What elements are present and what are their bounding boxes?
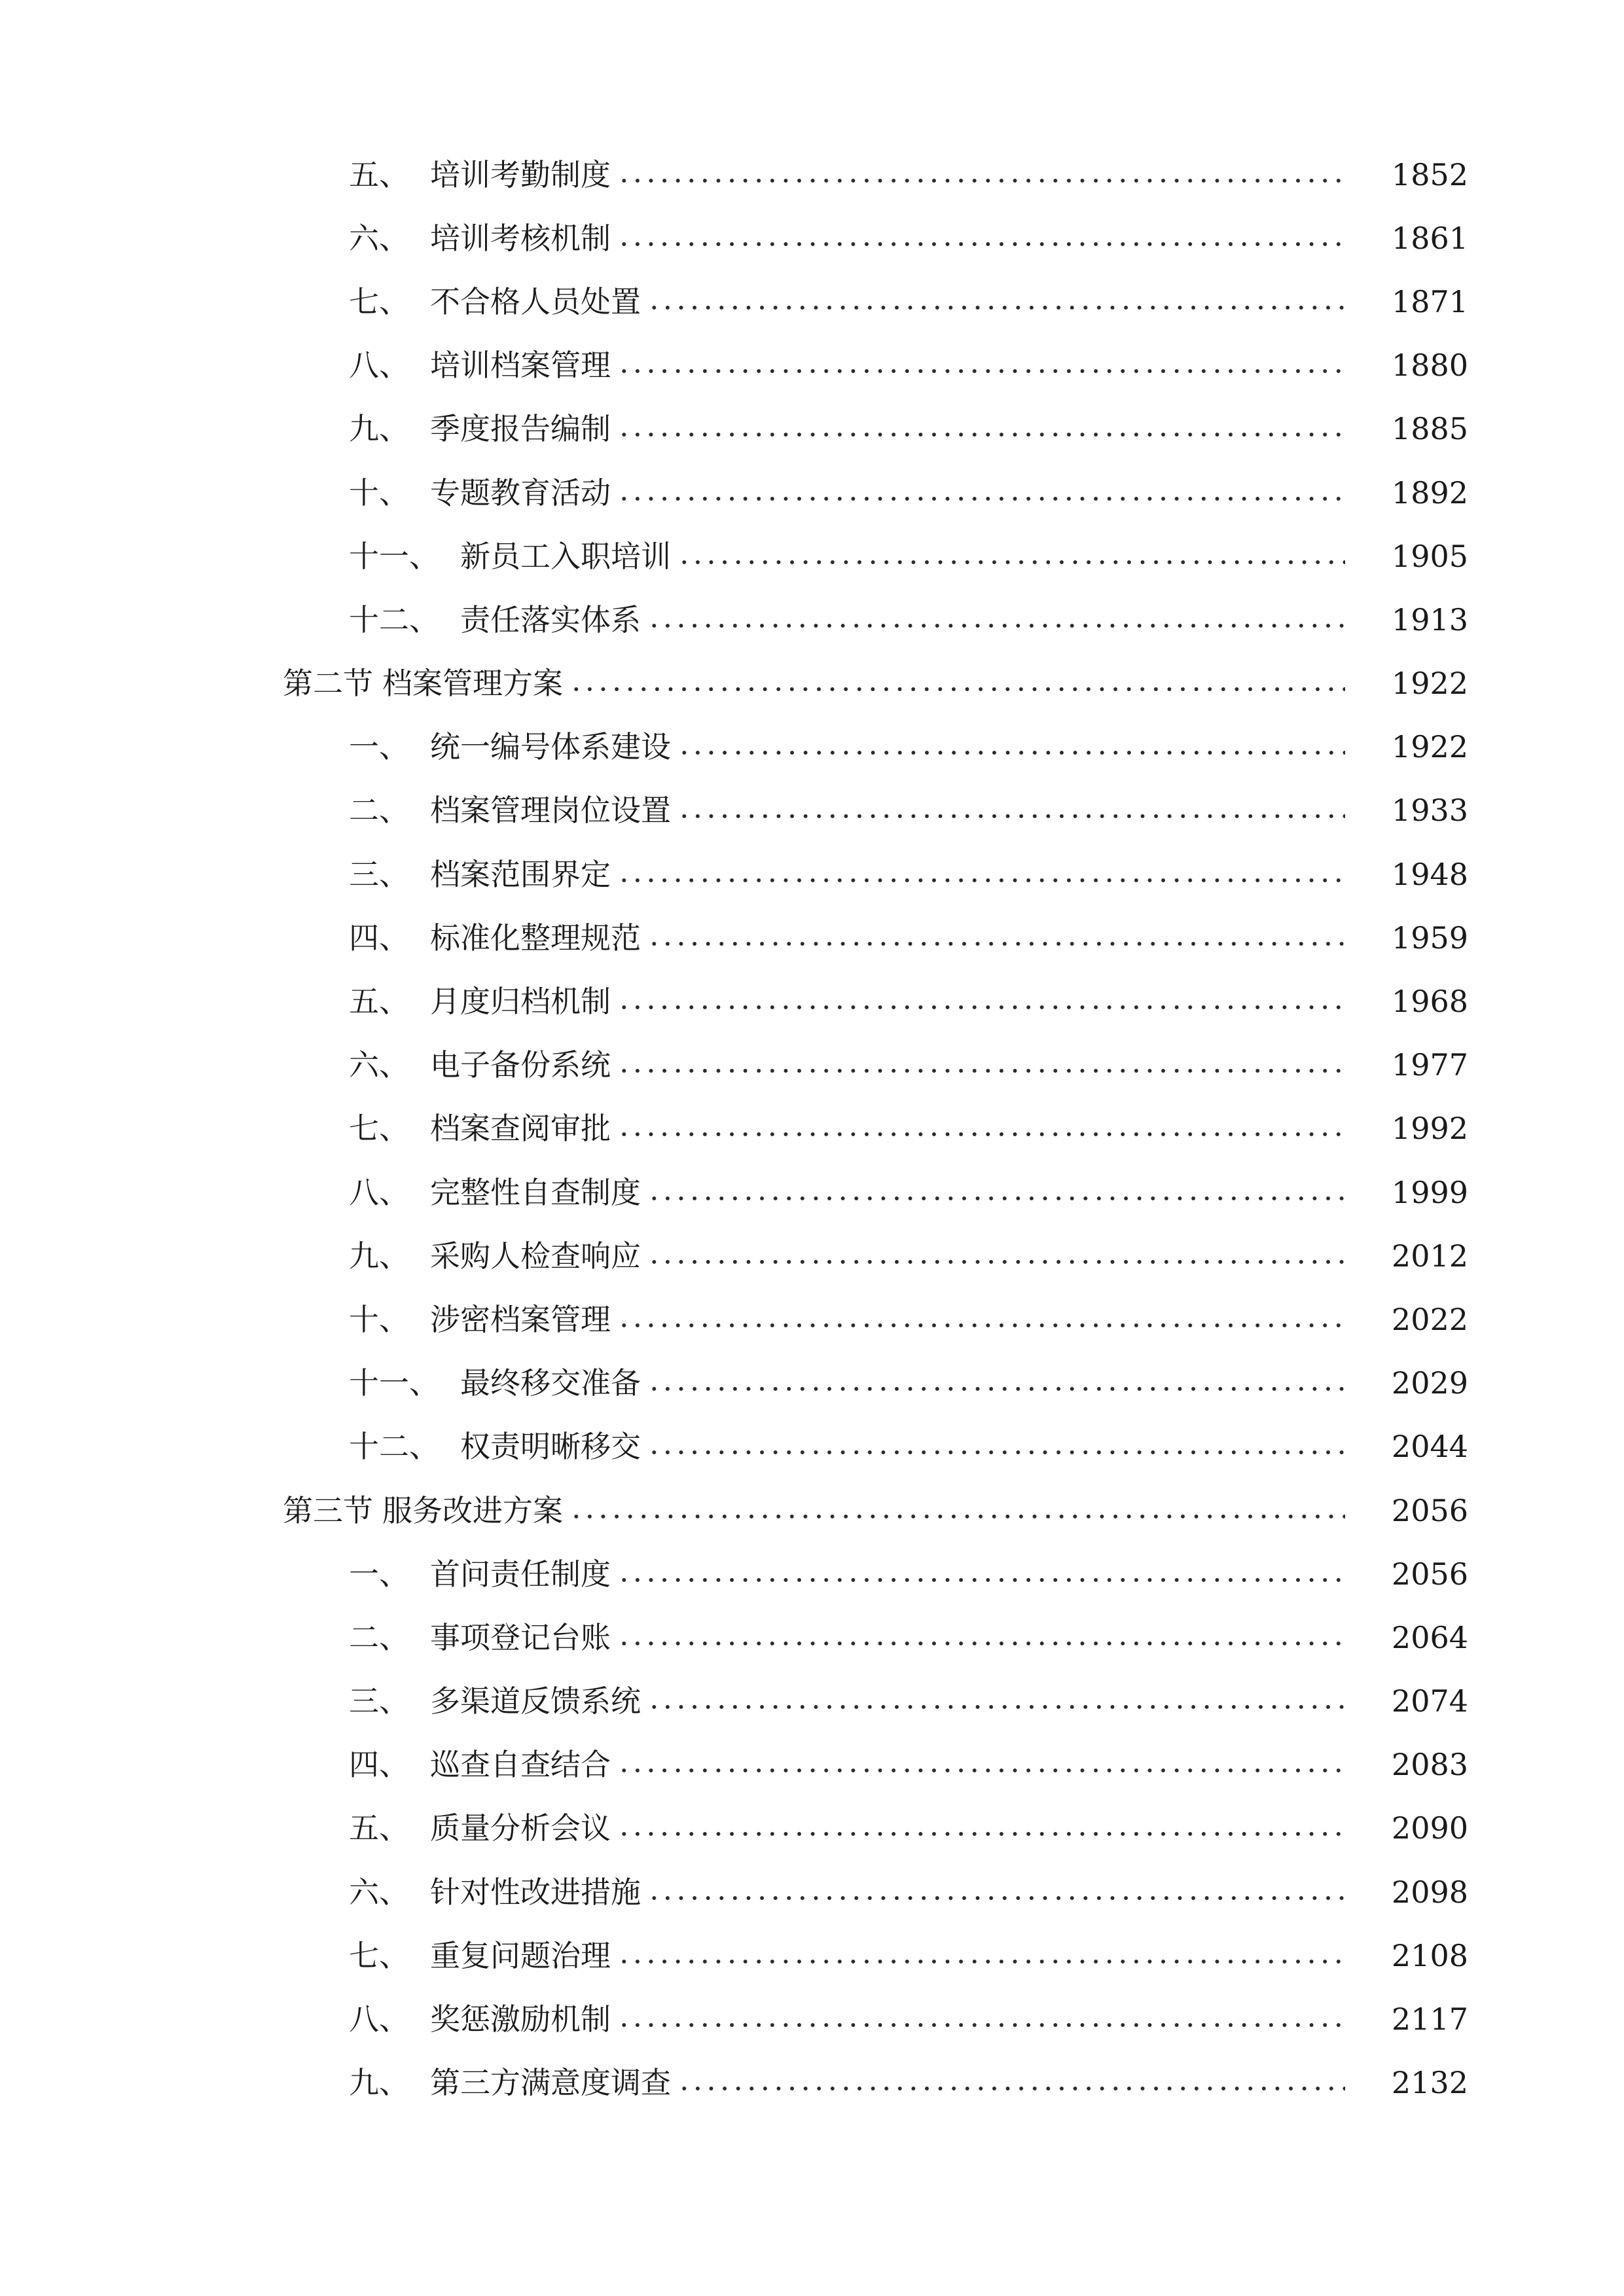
toc-entry[interactable] xyxy=(0,1352,1624,1415)
toc-entry[interactable] xyxy=(0,1924,1624,1987)
toc-entry-number: 一、 xyxy=(349,729,409,765)
toc-entry[interactable] xyxy=(0,1097,1624,1160)
toc-entry-page-number: 2044 xyxy=(1391,1429,1468,1465)
toc-entry-number: 八、 xyxy=(349,348,409,384)
toc-entry[interactable] xyxy=(0,1987,1624,2051)
toc-entry[interactable] xyxy=(0,969,1624,1033)
toc-entry-number: 七、 xyxy=(349,283,409,319)
toc-entry[interactable] xyxy=(0,715,1624,779)
toc-entry-title: 电子备份系统 xyxy=(430,1047,611,1083)
toc-entry[interactable] xyxy=(0,461,1624,524)
toc-dot-leader xyxy=(617,1067,1345,1074)
toc-dot-leader xyxy=(617,1004,1345,1011)
toc-entry-title: 重复问题治理 xyxy=(430,1937,611,1973)
toc-dot-leader xyxy=(617,877,1345,884)
toc-entry-page-number: 1959 xyxy=(1391,920,1468,956)
toc-dot-leader xyxy=(647,1259,1345,1265)
toc-entry-title: 巡查自查结合 xyxy=(430,1747,611,1783)
toc-entry-number: 七、 xyxy=(349,1937,409,1973)
toc-dot-leader xyxy=(647,1449,1345,1456)
toc-entry[interactable] xyxy=(0,588,1624,651)
toc-entry[interactable] xyxy=(0,1224,1624,1287)
toc-entry-page-number: 2090 xyxy=(1391,1810,1468,1846)
toc-entry-page-number: 2012 xyxy=(1391,1238,1468,1274)
toc-entry-number: 十、 xyxy=(349,475,409,511)
toc-entry[interactable] xyxy=(0,1860,1624,1924)
toc-entry-number: 四、 xyxy=(349,1747,409,1783)
toc-entry[interactable] xyxy=(0,1415,1624,1479)
toc-entry[interactable] xyxy=(0,1160,1624,1224)
toc-entry-title: 服务改进方案 xyxy=(382,1492,563,1528)
toc-entry[interactable] xyxy=(0,334,1624,397)
toc-entry[interactable] xyxy=(0,1797,1624,1860)
toc-entry-number: 十一、 xyxy=(349,538,439,574)
toc-dot-leader xyxy=(617,495,1345,502)
toc-entry[interactable] xyxy=(0,206,1624,270)
toc-entry-page-number: 2117 xyxy=(1391,2001,1468,2037)
toc-entry-number: 十二、 xyxy=(349,1429,439,1465)
toc-entry-page-number: 2029 xyxy=(1391,1365,1468,1401)
toc-entry-page-number: 2074 xyxy=(1391,1683,1468,1719)
toc-entry-title: 培训考勤制度 xyxy=(430,156,611,192)
toc-dot-leader xyxy=(617,2022,1345,2028)
toc-entry-title: 不合格人员处置 xyxy=(430,283,641,319)
toc-entry[interactable] xyxy=(0,1542,1624,1605)
toc-entry-page-number: 1892 xyxy=(1391,475,1468,511)
toc-entry[interactable] xyxy=(0,524,1624,588)
toc-dot-leader xyxy=(617,368,1345,374)
toc-entry-number: 第二节 xyxy=(283,666,373,702)
toc-entry-page-number: 1977 xyxy=(1391,1047,1468,1083)
toc-dot-leader xyxy=(617,1131,1345,1138)
toc-entry-title: 档案范围界定 xyxy=(430,856,611,892)
toc-entry-title: 采购人检查响应 xyxy=(430,1238,641,1274)
toc-entry[interactable] xyxy=(0,397,1624,461)
toc-entry-number: 三、 xyxy=(349,856,409,892)
toc-entry[interactable] xyxy=(0,2051,1624,2115)
toc-entry-page-number: 2022 xyxy=(1391,1301,1468,1337)
toc-entry-page-number: 1992 xyxy=(1391,1111,1468,1147)
toc-entry-page-number: 1905 xyxy=(1391,538,1468,574)
toc-dot-leader xyxy=(617,177,1345,184)
toc-entry-page-number: 1871 xyxy=(1391,283,1468,319)
toc-entry-number: 五、 xyxy=(349,984,409,1020)
toc-section-entry[interactable] xyxy=(0,1479,1624,1542)
toc-entry-number: 三、 xyxy=(349,1683,409,1719)
toc-entry-title: 统一编号体系建设 xyxy=(430,729,671,765)
toc-entry-title: 责任落实体系 xyxy=(460,601,641,637)
toc-entry-page-number: 2056 xyxy=(1391,1492,1468,1528)
toc-entry-page-number: 1933 xyxy=(1391,793,1468,829)
toc-entry-number: 八、 xyxy=(349,1174,409,1210)
toc-entry-title: 完整性自查制度 xyxy=(430,1174,641,1210)
toc-entry-number: 六、 xyxy=(349,1874,409,1910)
toc-entry[interactable] xyxy=(0,1033,1624,1097)
toc-entry-title: 培训档案管理 xyxy=(430,348,611,384)
toc-entry-number: 十二、 xyxy=(349,601,439,637)
toc-entry-page-number: 1852 xyxy=(1391,156,1468,192)
toc-entry-page-number: 1913 xyxy=(1391,601,1468,637)
toc-entry-title: 标准化整理规范 xyxy=(430,920,641,956)
toc-entry-page-number: 1999 xyxy=(1391,1174,1468,1210)
toc-entry-number: 六、 xyxy=(349,220,409,256)
toc-section-entry[interactable] xyxy=(0,652,1624,715)
toc-entry-title: 新员工入职培训 xyxy=(460,538,671,574)
toc-entry-title: 权责明晰移交 xyxy=(460,1429,641,1465)
toc-dot-leader xyxy=(569,686,1345,692)
toc-entry-title: 档案管理方案 xyxy=(382,666,563,702)
toc-dot-leader xyxy=(647,304,1345,311)
toc-entry-number: 九、 xyxy=(349,411,409,447)
toc-entry-title: 第三方满意度调查 xyxy=(430,2065,671,2101)
toc-entry-page-number: 2132 xyxy=(1391,2065,1468,2101)
toc-dot-leader xyxy=(569,1513,1345,1520)
toc-dot-leader xyxy=(617,241,1345,247)
toc-entry-title: 质量分析会议 xyxy=(430,1810,611,1846)
toc-entry-number: 十、 xyxy=(349,1301,409,1337)
toc-dot-leader xyxy=(647,1195,1345,1202)
toc-entry-page-number: 2108 xyxy=(1391,1937,1468,1973)
toc-entry-number: 七、 xyxy=(349,1111,409,1147)
toc-dot-leader xyxy=(647,1895,1345,1901)
toc-entry-title: 月度归档机制 xyxy=(430,984,611,1020)
toc-entry-title: 事项登记台账 xyxy=(430,1619,611,1655)
toc-entry[interactable] xyxy=(0,143,1624,206)
toc-entry-page-number: 1922 xyxy=(1391,666,1468,702)
toc-entry[interactable] xyxy=(0,906,1624,969)
toc-entry-number: 八、 xyxy=(349,2001,409,2037)
toc-entry-number: 九、 xyxy=(349,1238,409,1274)
toc-entry-number: 第三节 xyxy=(283,1492,373,1528)
toc-dot-leader xyxy=(647,941,1345,947)
toc-entry-title: 针对性改进措施 xyxy=(430,1874,641,1910)
toc-entry-page-number: 1922 xyxy=(1391,729,1468,765)
toc-entry-number: 五、 xyxy=(349,1810,409,1846)
toc-entry-page-number: 2064 xyxy=(1391,1619,1468,1655)
toc-entry-page-number: 1948 xyxy=(1391,856,1468,892)
toc-entry-title: 涉密档案管理 xyxy=(430,1301,611,1337)
toc-entry[interactable] xyxy=(0,270,1624,333)
toc-entry-title: 首问责任制度 xyxy=(430,1556,611,1592)
toc-entry-title: 专题教育活动 xyxy=(430,475,611,511)
table-of-contents xyxy=(0,143,1624,2115)
toc-entry-title: 档案管理岗位设置 xyxy=(430,793,671,829)
toc-entry-number: 四、 xyxy=(349,920,409,956)
toc-dot-leader xyxy=(677,749,1345,756)
toc-dot-leader xyxy=(617,1958,1345,1965)
toc-entry-number: 五、 xyxy=(349,156,409,192)
toc-entry[interactable] xyxy=(0,1605,1624,1669)
toc-entry-page-number: 1885 xyxy=(1391,411,1468,447)
toc-entry[interactable] xyxy=(0,842,1624,906)
toc-entry-page-number: 2098 xyxy=(1391,1874,1468,1910)
toc-entry[interactable] xyxy=(0,1733,1624,1797)
toc-dot-leader xyxy=(647,1704,1345,1710)
toc-entry-number: 二、 xyxy=(349,793,409,829)
toc-entry-number: 一、 xyxy=(349,1556,409,1592)
toc-entry-number: 九、 xyxy=(349,2065,409,2101)
toc-dot-leader xyxy=(617,1322,1345,1329)
toc-entry-page-number: 1880 xyxy=(1391,348,1468,384)
toc-entry[interactable] xyxy=(0,779,1624,842)
toc-dot-leader xyxy=(677,559,1345,565)
toc-entry-page-number: 1968 xyxy=(1391,984,1468,1020)
toc-dot-leader xyxy=(617,1640,1345,1647)
toc-dot-leader xyxy=(617,1577,1345,1583)
toc-entry-number: 二、 xyxy=(349,1619,409,1655)
toc-entry-page-number: 1861 xyxy=(1391,220,1468,256)
toc-entry-title: 多渠道反馈系统 xyxy=(430,1683,641,1719)
toc-entry-title: 档案查阅审批 xyxy=(430,1111,611,1147)
toc-entry[interactable] xyxy=(0,1287,1624,1351)
toc-entry-page-number: 2083 xyxy=(1391,1747,1468,1783)
toc-entry-page-number: 2056 xyxy=(1391,1556,1468,1592)
toc-entry-title: 季度报告编制 xyxy=(430,411,611,447)
toc-dot-leader xyxy=(617,431,1345,438)
toc-dot-leader xyxy=(647,1386,1345,1392)
toc-dot-leader xyxy=(617,1831,1345,1837)
toc-entry-title: 最终移交准备 xyxy=(460,1365,641,1401)
toc-entry-number: 六、 xyxy=(349,1047,409,1083)
toc-entry[interactable] xyxy=(0,1670,1624,1733)
toc-entry-title: 奖惩激励机制 xyxy=(430,2001,611,2037)
toc-dot-leader xyxy=(647,622,1345,629)
toc-dot-leader xyxy=(677,2085,1345,2092)
toc-dot-leader xyxy=(677,813,1345,819)
toc-entry-title: 培训考核机制 xyxy=(430,220,611,256)
toc-dot-leader xyxy=(617,1767,1345,1774)
toc-entry-number: 十一、 xyxy=(349,1365,439,1401)
